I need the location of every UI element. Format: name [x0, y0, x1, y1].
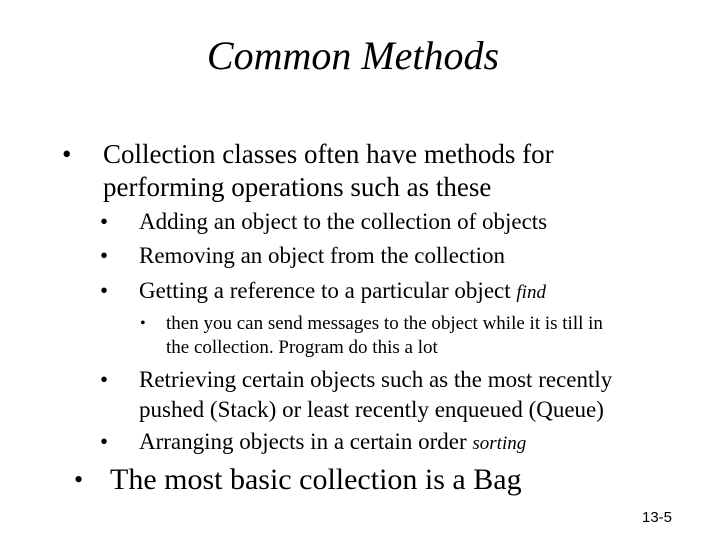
find-keyword: find	[516, 282, 546, 303]
sub-bullet-text-main: Arranging objects in a certain order	[139, 429, 467, 454]
sub-bullet-text	[139, 427, 526, 459]
slide-title: Common Methods	[206, 33, 500, 78]
bullet-text: The most basic collection is a Bag	[110, 463, 522, 496]
sub-bullet-line2: pushed (Stack) or least recently enqueued (Queue)	[139, 397, 604, 422]
bullet-text-line1: Collection classes often have methods for	[103, 139, 554, 169]
bullet-marker: •	[100, 243, 109, 268]
sub-bullet-text: Removing an object from the collection	[139, 243, 505, 268]
bullet-marker: •	[100, 429, 109, 454]
sub-bullet-text-main: Getting a reference to a particular object	[139, 278, 511, 303]
bullet-text-line2: performing operations such as these	[103, 172, 492, 202]
sub-bullet-text: Adding an object to the collection of objects	[139, 209, 548, 234]
bullet-marker: •	[100, 367, 109, 392]
sorting-keyword: sorting	[472, 433, 527, 454]
sub-sub-bullet-line2: the collection. Program do this a lot	[166, 337, 438, 358]
bullet-marker: •	[140, 315, 146, 332]
bullet-marker: •	[100, 278, 109, 303]
page-number: 13-5	[642, 509, 673, 526]
bullet-marker: •	[100, 209, 109, 234]
bullet-marker: •	[74, 465, 84, 494]
bullet-marker: •	[62, 139, 72, 169]
sub-bullet-text	[139, 276, 546, 308]
sub-bullet-line1: Retrieving certain objects such as the most recently	[139, 367, 613, 392]
sub-sub-bullet-line1: then you can send messages to the object while it is till in	[166, 313, 603, 334]
